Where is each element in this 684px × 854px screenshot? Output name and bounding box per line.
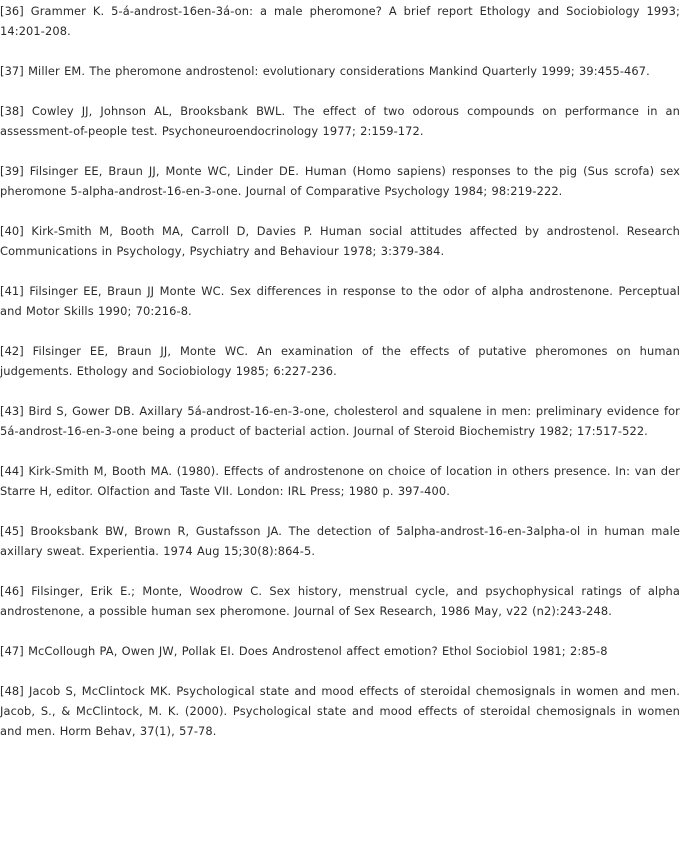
reference-44: [44] Kirk-Smith M, Booth MA. (1980). Effects of androstenone on choice of location in others presence. In: van der Starre H, editor. Olfaction and Taste VII. London: IRL Press; 1980 p. 397-400. [0,464,680,498]
reference-38: [38] Cowley JJ, Johnson AL, Brooksbank BWL. The effect of two odorous compounds on performance in an assessment-of-people test. Psychoneuroendocrinology 1977; 2:159-172. [0,104,680,138]
reference-42: [42] Filsinger EE, Braun JJ, Monte WC. An examination of the effects of putative pheromones on human judgements. Ethology and Sociobiology 1985; 6:227-236. [0,344,680,378]
reference-41: [41] Filsinger EE, Braun JJ Monte WC. Sex differences in response to the odor of alpha androstenone. Perceptual and Motor Skills 1990; 70:216-8. [0,284,680,318]
reference-46: [46] Filsinger, Erik E.; Monte, Woodrow C. Sex history, menstrual cycle, and psychophysical ratings of alpha androstenone, a possible human sex pheromone. Journal of Sex Research, 1986 May, v22 (n2):243-248. [0,584,680,618]
reference-40: [40] Kirk-Smith M, Booth MA, Carroll D, Davies P. Human social attitudes affected by androstenol. Research Communications in Psychology, Psychiatry and Behaviour 1978; 3:379-384. [0,224,680,258]
reference-45: [45] Brooksbank BW, Brown R, Gustafsson JA. The detection of 5alpha-androst-16-en-3alpha-ol in human male axillary sweat. Experientia. 1974 Aug 15;30(8):864-5. [0,524,680,558]
reference-48: [48] Jacob S, McClintock MK. Psychological state and mood effects of steroidal chemosignals in women and men. Jacob, S., & McClintock, M. K. (2000). Psychological state and mood effects of steroidal chemosignals in women and men. Horm Behav, 37(1), 57-78. [0,684,680,738]
reference-36: [36] Grammer K. 5-á-androst-16en-3á-on: a male pheromone? A brief report Ethology and Sociobiology 1993; 14:201-208. [0,4,680,38]
reference-47: [47] McCollough PA, Owen JW, Pollak EI. Does Androstenol affect emotion? Ethol Sociobiol 1981; 2:85-8 [0,644,608,658]
reference-37: [37] Miller EM. The pheromone androstenol: evolutionary considerations Mankind Quarterly 1999; 39:455-467. [0,64,650,78]
reference-39: [39] Filsinger EE, Braun JJ, Monte WC, Linder DE. Human (Homo sapiens) responses to the pig (Sus scrofa) sex pheromone 5-alpha-androst-16-en-3-one. Journal of Comparative Psychology 1984; 98:219-222. [0,164,680,198]
reference-43: [43] Bird S, Gower DB. Axillary 5á-androst-16-en-3-one, cholesterol and squalene in men: preliminary evidence for 5á-androst-16-en-3-one being a product of bacterial action. Journal of Steroid Biochemistry 1982; 17:517-522. [0,404,680,438]
